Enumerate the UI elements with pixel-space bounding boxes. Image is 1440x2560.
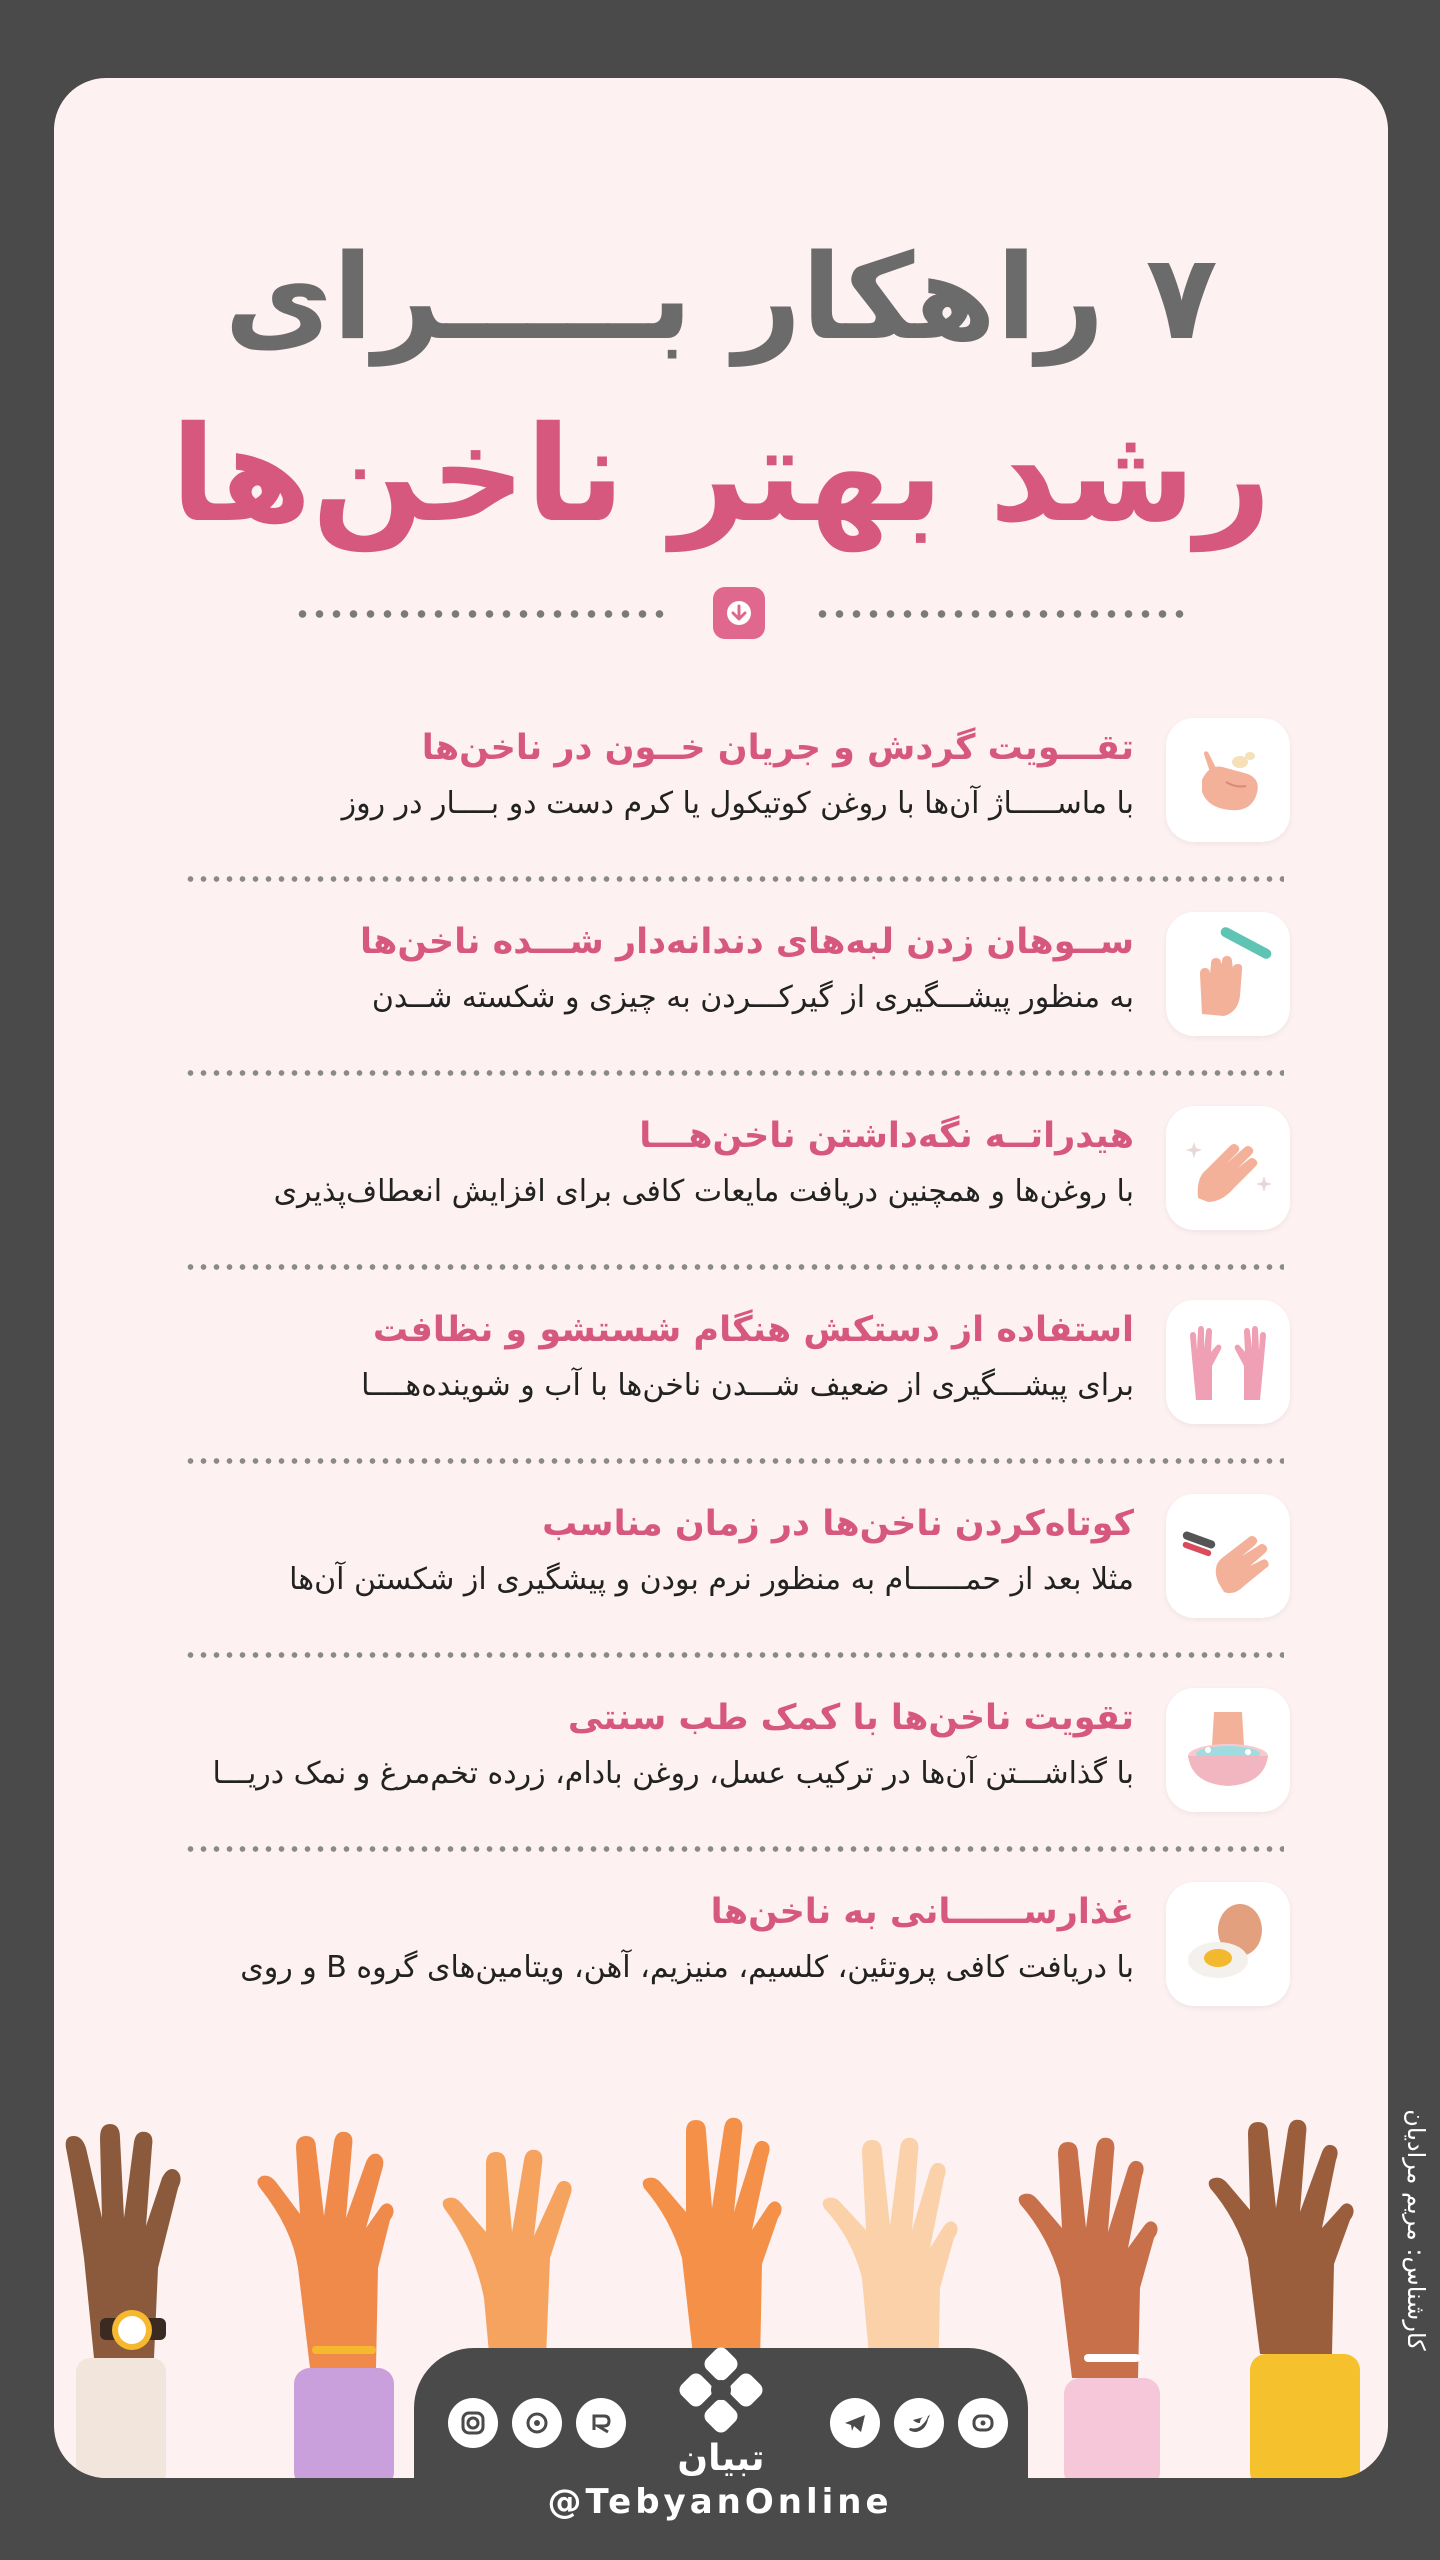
divider-dots-right — [814, 610, 1184, 618]
tip-text: با ماســـــاژ آن‌ها با روغن کوتیکول یا کرم دست دو بــــار در روز — [341, 786, 1134, 821]
tebyan-logo-icon — [674, 2346, 768, 2440]
tip-text: با دریافت کافی پروتئین، کلسیم، منیزیم، آهن، ویتامین‌های گروه B و روی — [240, 1950, 1134, 1985]
arrow-down-icon — [713, 587, 765, 639]
gloves-icon — [1166, 1300, 1290, 1424]
telegram-icon[interactable] — [830, 2398, 880, 2448]
egg-icon — [1166, 1882, 1290, 2006]
social-handle: @TebyanOnline — [547, 2482, 893, 2522]
tip-separator — [184, 1264, 1284, 1270]
soak-bowl-icon — [1166, 1688, 1290, 1812]
hand-dark-yellow-sleeve — [1209, 2120, 1360, 2478]
nail-file-icon — [1166, 912, 1290, 1036]
tip-item — [54, 1688, 1388, 1882]
title-divider — [294, 598, 1184, 628]
social-links-right — [830, 2398, 1008, 2448]
twitter-icon[interactable] — [894, 2398, 944, 2448]
tip-item — [54, 718, 1388, 912]
hand-orange-purple-sleeve — [257, 2132, 394, 2478]
tip-separator — [184, 876, 1284, 882]
instagram-icon[interactable] — [448, 2398, 498, 2448]
hand-tan-pink-sleeve — [1019, 2138, 1160, 2478]
expert-credit — [1396, 2080, 1436, 2380]
tip-separator — [184, 1652, 1284, 1658]
tip-text: با روغن‌ها و همچنین دریافت مایعات کافی برای افزایش انعطاف‌پذیری — [273, 1174, 1134, 1209]
tip-separator — [184, 1846, 1284, 1852]
divider-dots-left — [294, 610, 664, 618]
nail-clipper-icon — [1166, 1494, 1290, 1618]
tip-item — [54, 1882, 1388, 2076]
title-line-1: ۷ راهکار بـــــرای — [224, 228, 1218, 366]
tip-heading: غذارســــــانی به ناخن‌ها — [710, 1892, 1134, 1932]
soroush-icon[interactable] — [958, 2398, 1008, 2448]
hand-cream-icon — [1166, 718, 1290, 842]
hand-dark-watch — [66, 2124, 181, 2478]
tip-text: برای پیشـــگیری از ضعیف شـــدن ناخن‌ها با آب و شوینده‌هــــا — [361, 1368, 1134, 1403]
tip-item — [54, 1106, 1388, 1300]
tip-text: با گذاشـــتن آن‌ها در ترکیب عسل، روغن بادام، زرده تخم‌مرغ و نمک دریـــا — [212, 1756, 1134, 1791]
tip-item — [54, 1300, 1388, 1494]
tip-heading: تقـــویت گردش و جریان خــون در ناخن‌ها — [421, 728, 1134, 768]
brand-name: تبیان — [677, 2438, 765, 2478]
tip-heading: استفاده از دستکش هنگام شستشو و نظافت — [372, 1310, 1134, 1350]
tip-heading: ســوهان زدن لبه‌های دندانه‌دار شـــده ناخن‌ها — [359, 922, 1134, 962]
title-line-2: رشد بهتر ناخن‌ها — [170, 398, 1272, 552]
infographic-card — [54, 78, 1388, 2478]
social-links-left — [448, 2398, 626, 2448]
sparkle-hand-icon — [1166, 1106, 1290, 1230]
expert-credit-text: کارشناس: مریم مرادیان — [1402, 2109, 1430, 2351]
tip-heading: هیدراتــه نگه‌داشتن ناخن‌هـــا — [639, 1116, 1134, 1156]
tip-heading: کوتاه‌کردن ناخن‌ها در زمان مناسب — [542, 1504, 1134, 1544]
tip-text: به منظور پیشـــگیری از گیرکـــردن به چیزی و شکسته شــدن — [371, 980, 1134, 1015]
tip-item — [54, 1494, 1388, 1688]
tip-separator — [184, 1070, 1284, 1076]
tip-heading: تقویت ناخن‌ها با کمک طب سنتی — [567, 1698, 1134, 1738]
tip-item — [54, 912, 1388, 1106]
tip-separator — [184, 1458, 1284, 1464]
aparat-icon[interactable] — [512, 2398, 562, 2448]
tip-text: مثلا بعد از حمــــــام به منظور نرم بودن و پیشگیری از شکستن آن‌ها — [289, 1562, 1134, 1597]
